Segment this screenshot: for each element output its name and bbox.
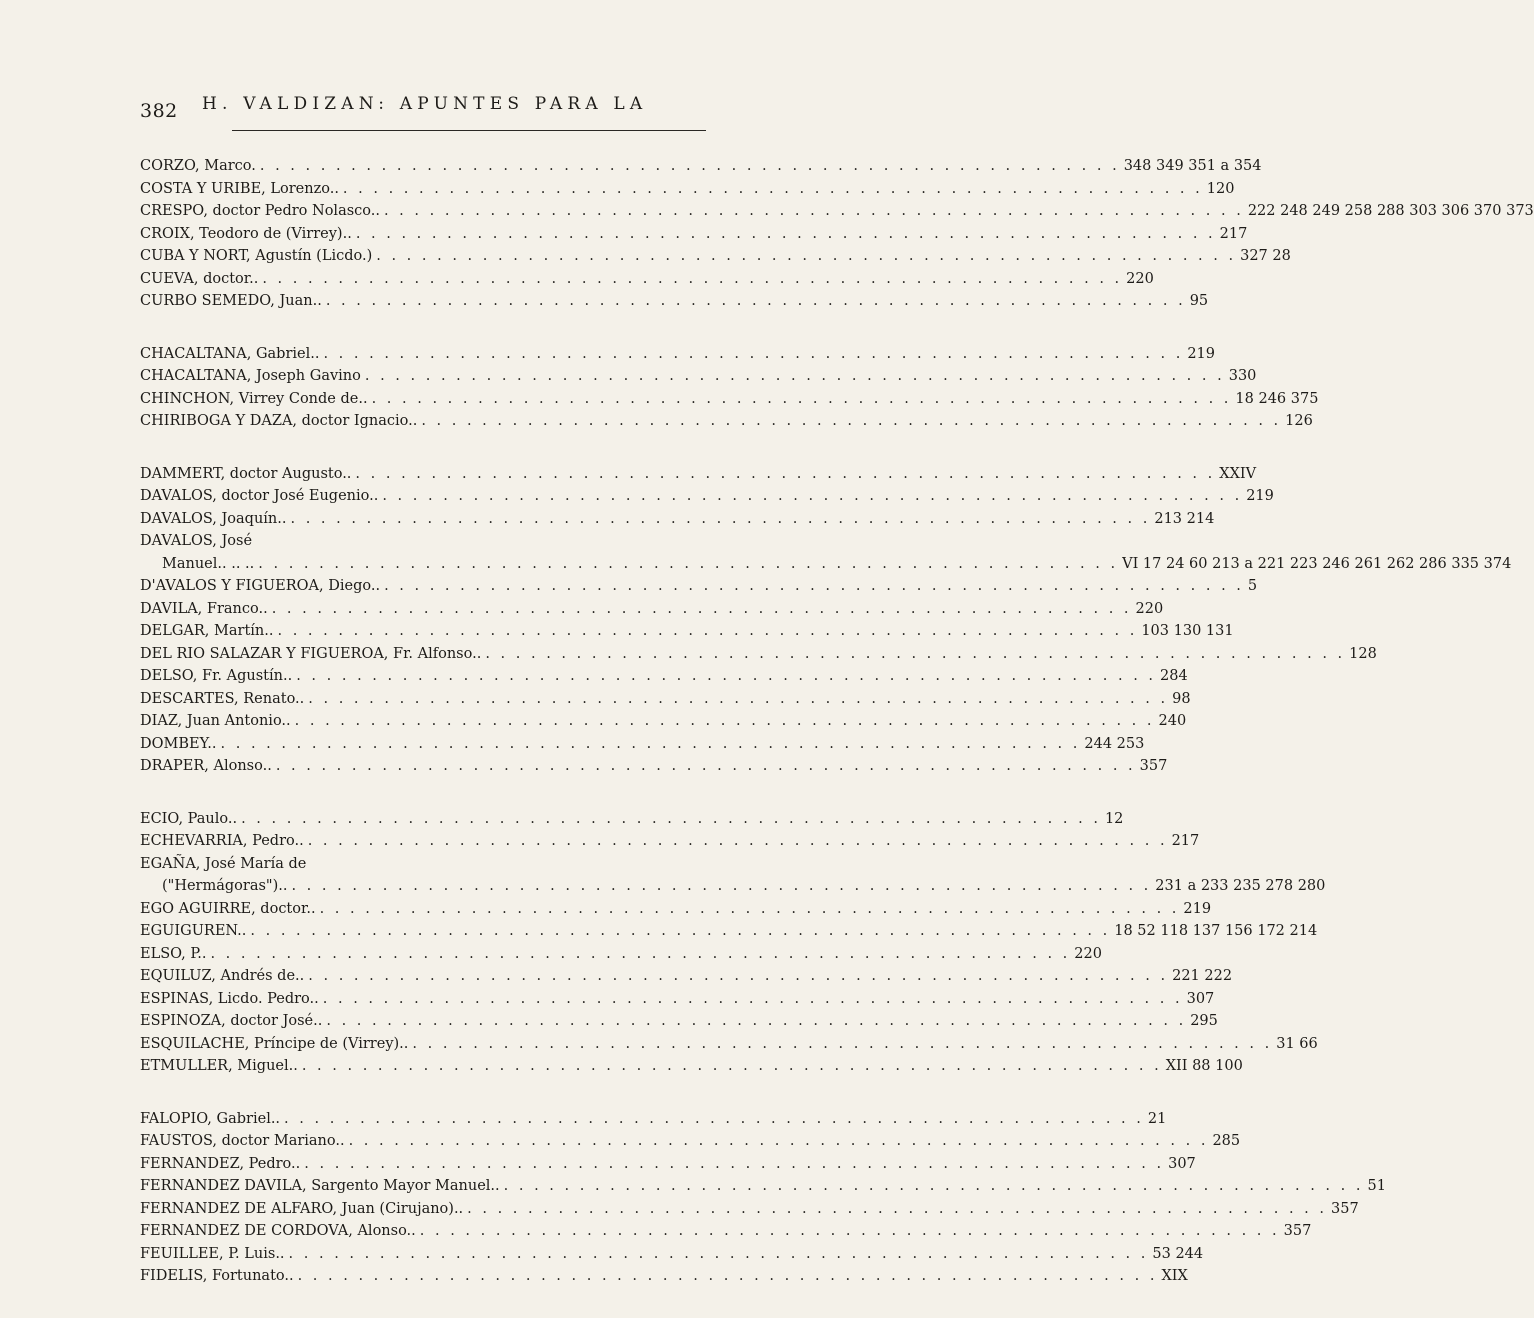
entry-name: CORZO, Marco. bbox=[140, 158, 256, 174]
entry-pages: 222 248 249 258 288 303 306 370 373 bbox=[1247, 203, 1534, 219]
entry-name: D'AVALOS Y FIGUEROA, Diego.. bbox=[140, 578, 381, 594]
entry-pages: 295 bbox=[1190, 1013, 1218, 1029]
index-entry bbox=[140, 1153, 1196, 1176]
entry-pages: 221 222 bbox=[1172, 968, 1233, 984]
index-entry bbox=[140, 463, 1257, 486]
entry-name: DESCARTES, Renato.. bbox=[140, 690, 305, 707]
entry-name: DIAZ, Juan Antonio.. bbox=[140, 713, 291, 729]
index-entry bbox=[140, 1265, 1188, 1288]
entry-name: EQUILUZ, Andrés de.. bbox=[140, 968, 305, 984]
index-entry bbox=[140, 268, 1154, 291]
dot-leader: . . . . . . . . . . . . . . . . . . . . . . . . . . . . . . . . . . . . . . . . . . . . . . . . . . . . . . . . . bbox=[294, 713, 1155, 729]
entry-pages: 120 bbox=[1206, 180, 1235, 197]
entry-name: CRESPO, doctor Pedro Nolasco.. bbox=[140, 203, 380, 219]
index-entry bbox=[140, 755, 1168, 778]
dot-leader: . . . . . . . . . . . . . . . . . . . . . . . . . . . . . . . . . . . . . . . . . . . . . . . . . . . . . . . . . bbox=[308, 968, 1169, 984]
index-entry bbox=[140, 1010, 1218, 1033]
dot-leader: . . . . . . . . . . . . . . . . . . . . . . . . . . . . . . . . . . . . . . . . . . . . . . . . . . . . . . . . . bbox=[503, 1178, 1364, 1194]
dot-leader: . . . . . . . . . . . . . . . . . . . . . . . . . . . . . . . . . . . . . . . . . . . . . . . . . . . . . . . . . bbox=[342, 180, 1203, 197]
index-entry bbox=[140, 343, 1215, 366]
entry-name: DELGAR, Martín.. bbox=[140, 623, 274, 639]
entry-name: DAVALOS, Joaquín.. bbox=[140, 510, 287, 527]
dot-leader: . . . . . . . . . . . . . . . . . . . . . . . . . . . . . . . . . . . . . . . . . . . . . . . . . . . . . . . . . bbox=[250, 923, 1111, 939]
index-entry bbox=[140, 920, 1318, 943]
entry-name: CURBO SEMEDO, Juan.. bbox=[140, 293, 322, 309]
dot-leader: . . . . . . . . . . . . . . . . . . . . . . . . . . . . . . . . . . . . . . . . . . . . . . . . . . . . . . . . . bbox=[485, 645, 1346, 662]
dot-leader: . . . . . . . . . . . . . . . . . . . . . . . . . . . . . . . . . . . . . . . . . . . . . . . . . . . . . . . . . bbox=[210, 945, 1071, 962]
name-index bbox=[140, 155, 1534, 1318]
index-entry bbox=[140, 988, 1215, 1011]
index-group-d bbox=[140, 463, 1512, 778]
entry-name: DAVILA, Franco.. bbox=[140, 600, 268, 617]
entry-name: CUEVA, doctor.. bbox=[140, 270, 259, 287]
entry-name: ECHEVARRIA, Pedro.. bbox=[140, 833, 304, 849]
running-head bbox=[140, 94, 706, 134]
dot-leader: . . . . . . . . . . . . . . . . . . . . . . . . . . . . . . . . . . . . . . . . . . . . . . . . . . . . . . . . . bbox=[271, 600, 1132, 617]
dot-leader: . . . . . . . . . . . . . . . . . . . . . . . . . . . . . . . . . . . . . . . . . . . . . . . . . . . . . . . . . bbox=[325, 293, 1186, 309]
entry-pages: 327 28 bbox=[1240, 248, 1291, 264]
index-group-c bbox=[140, 155, 1534, 313]
entry-name: FERNANDEZ, Pedro.. bbox=[140, 1155, 301, 1172]
index-entry bbox=[140, 1198, 1359, 1221]
entry-pages: 126 bbox=[1285, 413, 1313, 429]
entry-pages: 348 349 351 a 354 bbox=[1123, 158, 1262, 174]
dot-leader: . . . . . . . . . . . . . . . . . . . . . . . . . . . . . . . . . . . . . . . . . . . . . . . . . . . . . . . . . bbox=[291, 878, 1152, 894]
dot-leader: . . . . . . . . . . . . . . . . . . . . . . . . . . . . . . . . . . . . . . . . . . . . . . . . . . . . . . . . . bbox=[326, 1013, 1187, 1029]
entry-name: EGUIGUREN.. bbox=[140, 923, 247, 939]
dot-leader: . . . . . . . . . . . . . . . . . . . . . . . . . . . . . . . . . . . . . . . . . . . . . . . . . . . . . . . . . bbox=[308, 690, 1169, 707]
dot-leader: . . . . . . . . . . . . . . . . . . . . . . . . . . . . . . . . . . . . . . . . . . . . . . . . . . . . . . . . . bbox=[384, 578, 1244, 594]
dot-leader: . . . . . . . . . . . . . . . . . . . . . . . . . . . . . . . . . . . . . . . . . . . . . . . . . . . . . . . . . bbox=[376, 248, 1237, 264]
page-number: 382 bbox=[140, 100, 178, 122]
entry-pages: 18 246 375 bbox=[1235, 390, 1319, 407]
header-rule bbox=[232, 130, 706, 131]
index-entry bbox=[140, 620, 1234, 643]
index-entry bbox=[140, 965, 1233, 988]
index-entry bbox=[140, 365, 1257, 388]
index-entry bbox=[140, 943, 1102, 966]
index-entry bbox=[140, 223, 1248, 246]
entry-name: CHIRIBOGA Y DAZA, doctor Ignacio.. bbox=[140, 413, 418, 429]
entry-pages: 12 bbox=[1104, 810, 1124, 827]
entry-pages: 244 253 bbox=[1084, 735, 1145, 752]
dot-leader: . . . . . . . . . . . . . . . . . . . . . . . . . . . . . . . . . . . . . . . . . . . . . . . . . . . . . . . . . bbox=[277, 623, 1138, 639]
index-entry bbox=[140, 665, 1188, 688]
entry-name: DEL RIO SALAZAR Y FIGUEROA, Fr. Alfonso.. bbox=[140, 645, 482, 662]
entry-name: ESQUILACHE, Príncipe de (Virrey).. bbox=[140, 1035, 409, 1052]
dot-leader: . . . . . . . . . . . . . . . . . . . . . . . . . . . . . . . . . . . . . . . . . . . . . . . . . . . . . . . . . bbox=[296, 668, 1157, 684]
entry-name: CHACALTANA, Gabriel.. bbox=[140, 345, 320, 362]
entry-pages: 219 bbox=[1187, 345, 1215, 362]
entry-name: COSTA Y URIBE, Lorenzo.. bbox=[140, 180, 339, 197]
index-entry bbox=[140, 245, 1291, 268]
index-group-e bbox=[140, 808, 1326, 1078]
index-entry bbox=[140, 553, 1512, 576]
entry-name: Manuel.. .. .. bbox=[162, 555, 255, 572]
entry-pages: 357 bbox=[1283, 1223, 1312, 1239]
index-entry bbox=[140, 598, 1164, 621]
index-entry bbox=[140, 808, 1124, 831]
index-entry bbox=[140, 530, 706, 553]
running-title: H. VALDIZAN: APUNTES PARA LA bbox=[202, 94, 648, 114]
dot-leader: . . . . . . . . . . . . . . . . . . . . . . . . . . . . . . . . . . . . . . . . . . . . . . . . . . . . . . . . . bbox=[319, 900, 1180, 917]
entry-name: DELSO, Fr. Agustín.. bbox=[140, 668, 293, 684]
entry-name: FEUILLEE, P. Luis.. bbox=[140, 1245, 285, 1262]
index-entry bbox=[140, 200, 1534, 223]
dot-leader: . . . . . . . . . . . . . . . . . . . . . . . . . . . . . . . . . . . . . . . . . . . . . . . . . . . . . . . . . bbox=[364, 368, 1225, 384]
dot-leader: . . . . . . . . . . . . . . . . . . . . . . . . . . . . . . . . . . . . . . . . . . . . . . . . . . . . . . . . . bbox=[284, 1110, 1144, 1127]
index-group-ch bbox=[140, 343, 1319, 433]
index-entry bbox=[140, 875, 1326, 898]
entry-name: FALOPIO, Gabriel.. bbox=[140, 1110, 281, 1127]
index-entry bbox=[140, 485, 1274, 508]
entry-pages: 220 bbox=[1074, 945, 1102, 962]
entry-pages: 31 66 bbox=[1276, 1035, 1318, 1052]
dot-leader: . . . . . . . . . . . . . . . . . . . . . . . . . . . . . . . . . . . . . . . . . . . . . . . . . . . . . . . . . bbox=[382, 488, 1243, 504]
entry-name: ("Hermágoras").. bbox=[162, 878, 288, 894]
entry-name: EGAÑA, José María de bbox=[140, 855, 307, 872]
dot-leader: . . . . . . . . . . . . . . . . . . . . . . . . . . . . . . . . . . . . . . . . . . . . . . . . . . . . . . . . . bbox=[304, 1155, 1165, 1172]
entry-name: CHINCHON, Virrey Conde de.. bbox=[140, 390, 368, 407]
entry-name: FAUSTOS, doctor Mariano.. bbox=[140, 1133, 345, 1149]
entry-name: ELSO, P.. bbox=[140, 945, 207, 962]
index-entry bbox=[140, 508, 1215, 531]
index-entry bbox=[140, 178, 1235, 201]
entry-name: ETMULLER, Miguel.. bbox=[140, 1058, 298, 1074]
entry-pages: 357 bbox=[1331, 1200, 1359, 1217]
entry-pages: 18 52 118 137 156 172 214 bbox=[1114, 923, 1318, 939]
dot-leader: . . . . . . . . . . . . . . . . . . . . . . . . . . . . . . . . . . . . . . . . . . . . . . . . . . . . . . . . . bbox=[467, 1200, 1327, 1217]
index-entry bbox=[140, 1220, 1312, 1243]
dot-leader: . . . . . . . . . . . . . . . . . . . . . . . . . . . . . . . . . . . . . . . . . . . . . . . . . . . . . . . . . bbox=[419, 1223, 1280, 1239]
entry-name: EGO AGUIRRE, doctor.. bbox=[140, 900, 316, 917]
dot-leader: . . . . . . . . . . . . . . . . . . . . . . . . . . . . . . . . . . . . . . . . . . . . . . . . . . . . . . . . . bbox=[275, 758, 1136, 774]
entry-name: ESPINOZA, doctor José.. bbox=[140, 1013, 323, 1029]
entry-pages: 217 bbox=[1171, 833, 1200, 849]
entry-pages: XIX bbox=[1161, 1268, 1188, 1284]
entry-name: DRAPER, Alonso.. bbox=[140, 758, 272, 774]
dot-leader: . . . . . . . . . . . . . . . . . . . . . . . . . . . . . . . . . . . . . . . . . . . . . . . . . . . . . . . . . bbox=[371, 390, 1232, 407]
dot-leader: . . . . . . . . . . . . . . . . . . . . . . . . . . . . . . . . . . . . . . . . . . . . . . . . . . . . . . . . . bbox=[259, 158, 1120, 174]
dot-leader: . . . . . . . . . . . . . . . . . . . . . . . . . . . . . . . . . . . . . . . . . . . . . . . . . . . . . . . . . bbox=[323, 345, 1184, 362]
dot-leader: . . . . . . . . . . . . . . . . . . . . . . . . . . . . . . . . . . . . . . . . . . . . . . . . . . . . . . . . . bbox=[355, 225, 1216, 242]
entry-pages: 53 244 bbox=[1152, 1245, 1204, 1262]
dot-leader: . . . . . . . . . . . . . . . . . . . . . . . . . . . . . . . . . . . . . . . . . . . . . . . . . . . . . . . . . bbox=[262, 270, 1123, 287]
entry-pages: 98 bbox=[1172, 690, 1191, 707]
entry-pages: 357 bbox=[1139, 758, 1168, 774]
dot-leader: . . . . . . . . . . . . . . . . . . . . . . . . . . . . . . . . . . . . . . . . . . . . . . . . . . . . . . . . . bbox=[297, 1268, 1158, 1284]
index-entry bbox=[140, 1055, 1243, 1078]
dot-leader: . . . . . . . . . . . . . . . . . . . . . . . . . . . . . . . . . . . . . . . . . . . . . . . . . . . . . . . . . bbox=[383, 203, 1244, 219]
entry-pages: 284 bbox=[1160, 668, 1188, 684]
dot-leader: . . . . . . . . . . . . . . . . . . . . . . . . . . . . . . . . . . . . . . . . . . . . . . . . . . . . . . . . . bbox=[288, 1245, 1149, 1262]
index-entry bbox=[140, 853, 706, 876]
entry-name: FERNANDEZ DE ALFARO, Juan (Cirujano).. bbox=[140, 1200, 464, 1217]
dot-leader: . . . . . . . . . . . . . . . . . . . . . . . . . . . . . . . . . . . . . . . . . . . . . . . . . . . . . . . . . bbox=[348, 1133, 1209, 1149]
index-entry bbox=[140, 410, 1313, 433]
index-group-f bbox=[140, 1108, 1386, 1288]
entry-pages: 220 bbox=[1126, 270, 1154, 287]
dot-leader: . . . . . . . . . . . . . . . . . . . . . . . . . . . . . . . . . . . . . . . . . . . . . . . . . . . . . . . . . bbox=[241, 810, 1101, 827]
entry-pages: 103 130 131 bbox=[1141, 623, 1234, 639]
entry-pages: 219 bbox=[1183, 900, 1212, 917]
index-entry bbox=[140, 733, 1145, 756]
dot-leader: . . . . . . . . . . . . . . . . . . . . . . . . . . . . . . . . . . . . . . . . . . . . . . . . . . . . . . . . . bbox=[307, 833, 1168, 849]
entry-name: DAVALOS, José bbox=[140, 533, 253, 549]
entry-pages: 213 214 bbox=[1154, 510, 1215, 527]
entry-pages: 219 bbox=[1246, 488, 1274, 504]
entry-pages: XXIV bbox=[1219, 465, 1257, 482]
index-entry bbox=[140, 1243, 1204, 1266]
entry-pages: 307 bbox=[1168, 1155, 1196, 1172]
entry-name: ESPINAS, Licdo. Pedro.. bbox=[140, 990, 319, 1007]
dot-leader: . . . . . . . . . . . . . . . . . . . . . . . . . . . . . . . . . . . . . . . . . . . . . . . . . . . . . . . . . bbox=[322, 990, 1183, 1007]
dot-leader: . . . . . . . . . . . . . . . . . . . . . . . . . . . . . . . . . . . . . . . . . . . . . . . . . . . . . . . . . bbox=[355, 465, 1216, 482]
index-entry bbox=[140, 1033, 1318, 1056]
entry-pages: 95 bbox=[1189, 293, 1209, 309]
entry-pages: 51 bbox=[1367, 1178, 1386, 1194]
entry-pages: 21 bbox=[1147, 1110, 1167, 1127]
entry-pages: 128 bbox=[1349, 645, 1377, 662]
dot-leader: . . . . . . . . . . . . . . . . . . . . . . . . . . . . . . . . . . . . . . . . . . . . . . . . . . . . . . . . . bbox=[220, 735, 1081, 752]
entry-pages: 330 bbox=[1228, 368, 1257, 384]
entry-pages: 240 bbox=[1158, 713, 1187, 729]
entry-name: ECIO, Paulo.. bbox=[140, 810, 238, 827]
index-entry bbox=[140, 830, 1200, 853]
dot-leader: . . . . . . . . . . . . . . . . . . . . . . . . . . . . . . . . . . . . . . . . . . . . . . . . . . . . . . . . . bbox=[290, 510, 1151, 527]
entry-pages: 5 bbox=[1247, 578, 1258, 594]
dot-leader: . . . . . . . . . . . . . . . . . . . . . . . . . . . . . . . . . . . . . . . . . . . . . . . . . . . . . . . . . bbox=[258, 555, 1119, 572]
index-entry bbox=[140, 1130, 1241, 1153]
entry-name: CROIX, Teodoro de (Virrey).. bbox=[140, 225, 352, 242]
entry-pages: 307 bbox=[1186, 990, 1215, 1007]
index-entry bbox=[140, 688, 1191, 711]
entry-name: DOMBEY.. bbox=[140, 735, 217, 752]
entry-pages: 231 a 233 235 278 280 bbox=[1155, 878, 1326, 894]
entry-name: DAMMERT, doctor Augusto.. bbox=[140, 465, 352, 482]
index-entry bbox=[140, 388, 1319, 411]
index-entry bbox=[140, 1175, 1386, 1198]
entry-pages: 285 bbox=[1212, 1133, 1241, 1149]
entry-name: FIDELIS, Fortunato.. bbox=[140, 1268, 294, 1284]
entry-pages: VI 17 24 60 213 a 221 223 246 261 262 286 335 374 bbox=[1122, 555, 1512, 572]
index-entry bbox=[140, 575, 1258, 598]
entry-pages: XII 88 100 bbox=[1165, 1058, 1243, 1074]
index-entry bbox=[140, 1108, 1167, 1131]
dot-leader: . . . . . . . . . . . . . . . . . . . . . . . . . . . . . . . . . . . . . . . . . . . . . . . . . . . . . . . . . bbox=[301, 1058, 1162, 1074]
entry-name: FERNANDEZ DE CORDOVA, Alonso.. bbox=[140, 1223, 416, 1239]
entry-pages: 217 bbox=[1219, 225, 1248, 242]
dot-leader: . . . . . . . . . . . . . . . . . . . . . . . . . . . . . . . . . . . . . . . . . . . . . . . . . . . . . . . . . bbox=[412, 1035, 1273, 1052]
entry-name: FERNANDEZ DAVILA, Sargento Mayor Manuel.. bbox=[140, 1178, 500, 1194]
index-entry bbox=[140, 155, 1262, 178]
index-entry bbox=[140, 710, 1187, 733]
entry-name: DAVALOS, doctor José Eugenio.. bbox=[140, 488, 379, 504]
index-entry bbox=[140, 290, 1209, 313]
index-entry bbox=[140, 898, 1212, 921]
index-entry bbox=[140, 643, 1377, 666]
entry-pages: 220 bbox=[1135, 600, 1164, 617]
entry-name: CUBA Y NORT, Agustín (Licdo.) bbox=[140, 248, 373, 264]
dot-leader: . . . . . . . . . . . . . . . . . . . . . . . . . . . . . . . . . . . . . . . . . . . . . . . . . . . . . . . . . bbox=[421, 413, 1282, 429]
entry-name: CHACALTANA, Joseph Gavino bbox=[140, 368, 361, 384]
